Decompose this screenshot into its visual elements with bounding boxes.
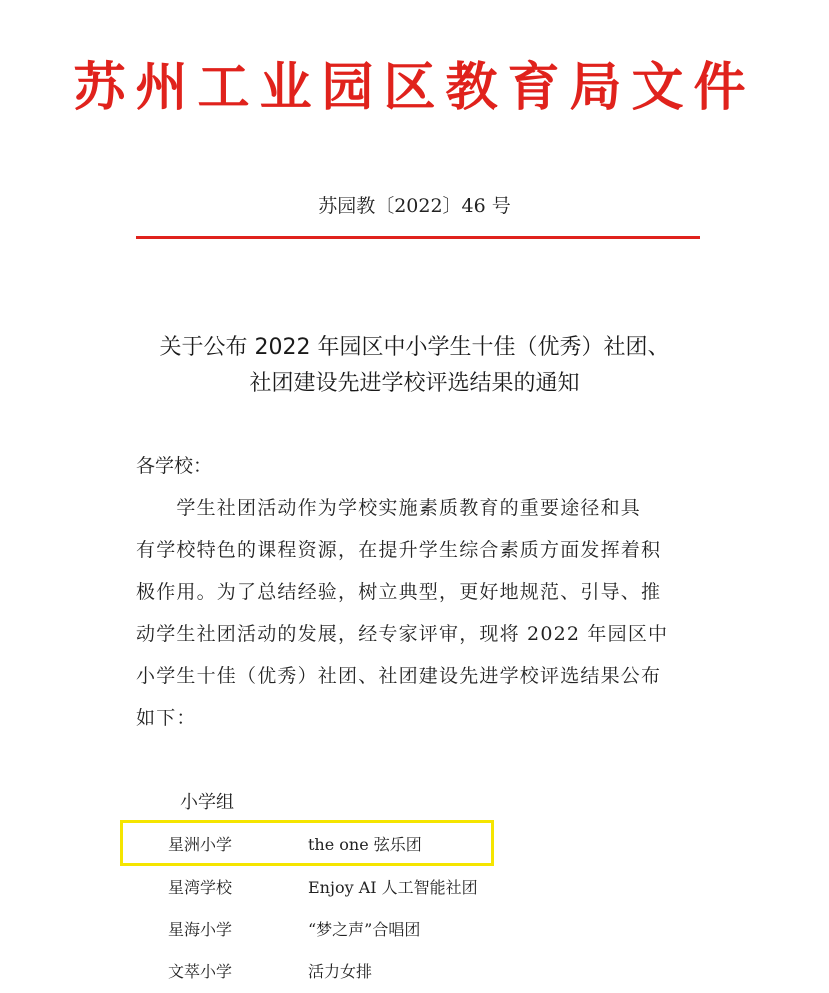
group-title-primary: 小学组 xyxy=(180,792,234,813)
body-paragraph-line: 学生社团活动作为学校实施素质教育的重要途径和具 xyxy=(136,497,642,519)
body-paragraph-line: 有学校特色的课程资源，在提升学生综合素质方面发挥着积 xyxy=(136,539,662,561)
document-number: 苏园教〔2022〕46 号 xyxy=(318,195,511,217)
body-paragraph-line: 极作用。为了总结经验，树立典型，更好地规范、引导、推 xyxy=(136,581,662,603)
club-name: 活力女排 xyxy=(308,962,373,981)
school-name: 星湾学校 xyxy=(168,878,233,897)
club-name: Enjoy AI 人工智能社团 xyxy=(308,878,478,897)
school-name: 星海小学 xyxy=(168,920,233,939)
school-name: 星洲小学 xyxy=(168,835,233,854)
body-paragraph-line: 动学生社团活动的发展，经专家评审，现将 2022 年园区中 xyxy=(136,623,669,645)
club-name: the one 弦乐团 xyxy=(308,835,422,854)
header-divider xyxy=(136,236,700,239)
body-paragraph-line: 如下： xyxy=(136,707,197,729)
salutation: 各学校： xyxy=(136,455,213,477)
body-paragraph-line: 小学生十佳（优秀）社团、社团建设先进学校评选结果公布 xyxy=(136,665,662,687)
club-name: “梦之声”合唱团 xyxy=(308,920,421,939)
school-name: 文萃小学 xyxy=(168,962,233,981)
notice-title-line-2: 社团建设先进学校评选结果的通知 xyxy=(249,371,580,396)
notice-title-line-1: 关于公布 2022 年园区中小学生十佳（优秀）社团、 xyxy=(159,335,670,360)
document-header-title: 苏州工业园区教育局文件 xyxy=(73,58,756,118)
